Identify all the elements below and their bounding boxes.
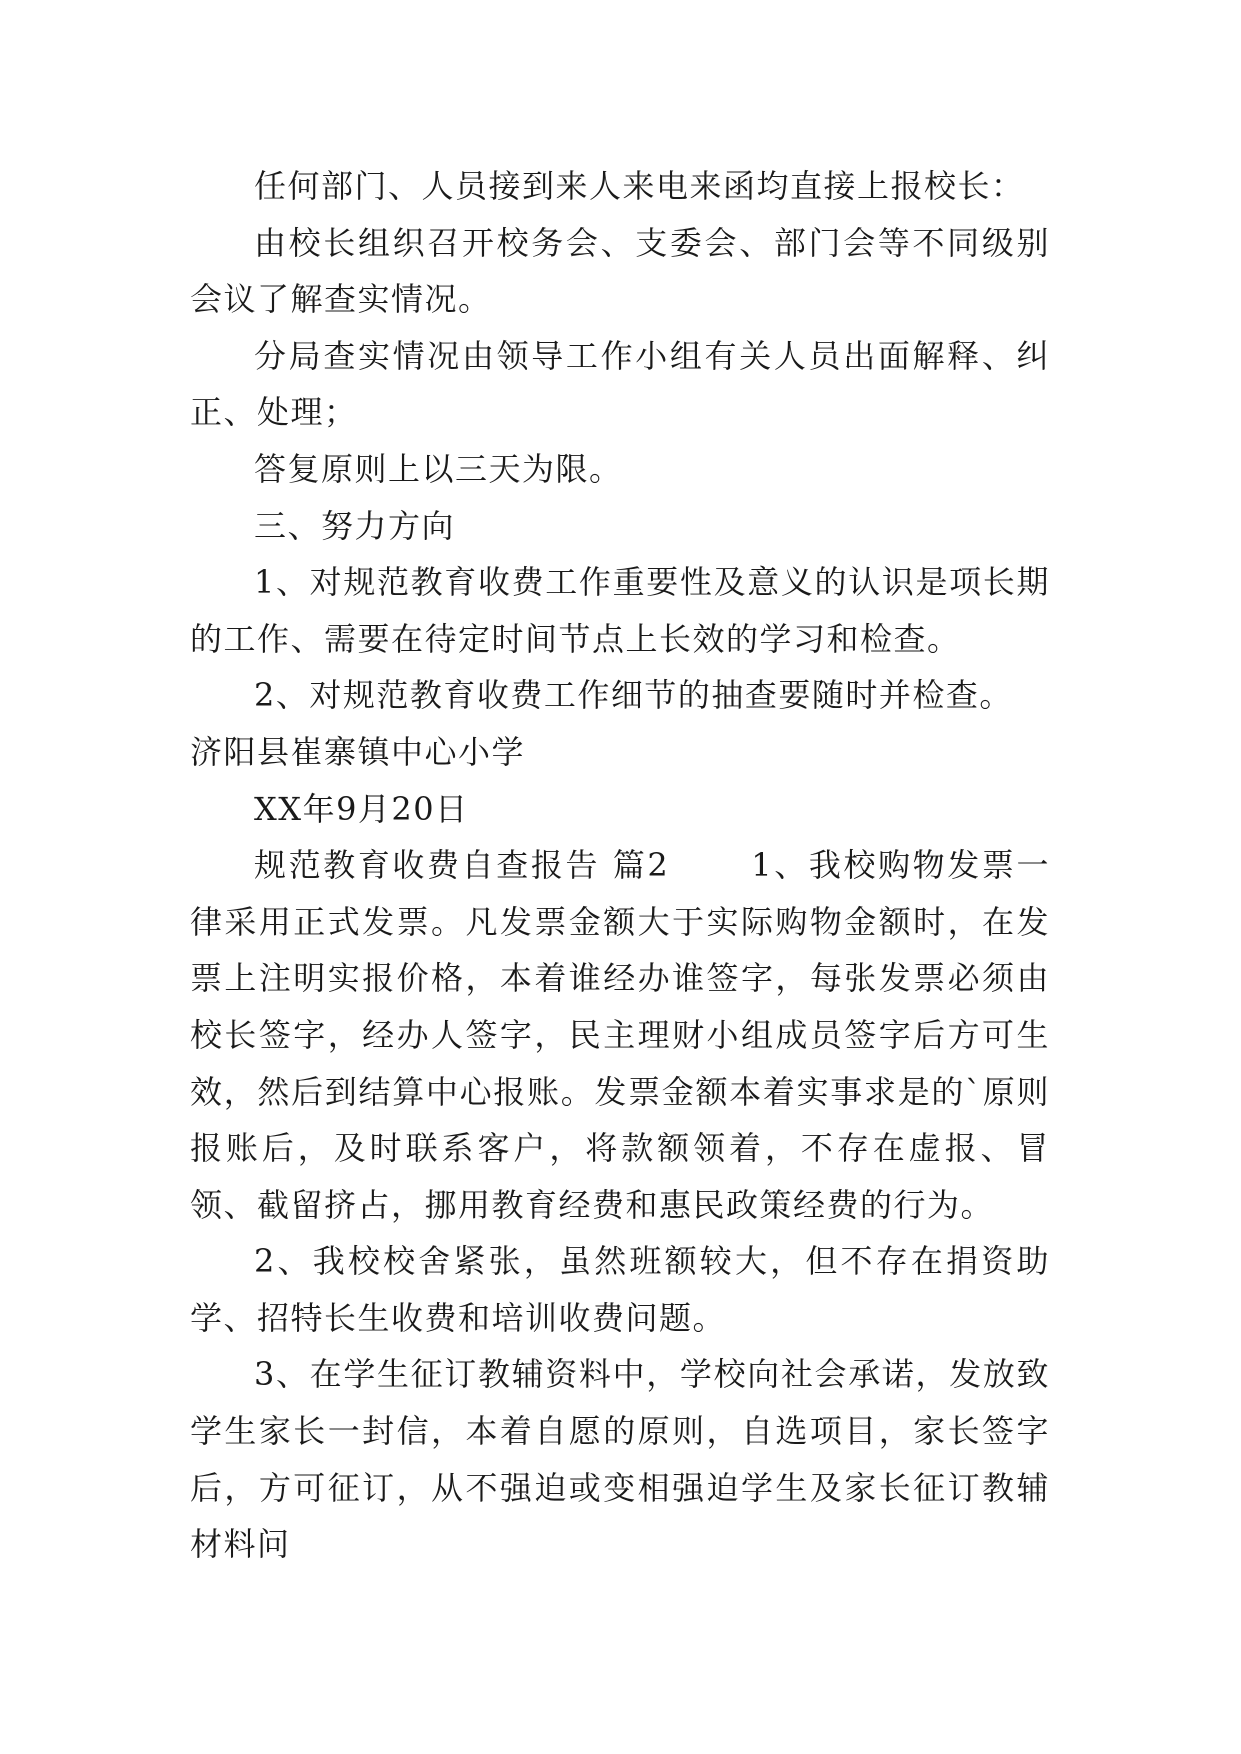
paragraph-explanation: 分局查实情况由领导工作小组有关人员出面解释、纠正、处理； bbox=[190, 336, 1050, 432]
paragraph-report-channel: 任何部门、人员接到来人来电来函均直接上报校长： bbox=[254, 167, 1025, 205]
paragraph-report2-item3: 3、在学生征订教辅资料中，学校向社会承诺，发放致学生家长一封信，本着自愿的原则，自选项目，家长签字后，方可征订，从不强迫或变相强迫学生及家长征订教辅材料问 bbox=[190, 1355, 1050, 1564]
paragraph-meeting: 由校长组织召开校务会、支委会、部门会等不同级别会议了解查实情况。 bbox=[190, 223, 1050, 319]
paragraph-direction-1: 1、对规范教育收费工作重要性及意义的认识是项长期的工作、需要在待定时间节点上长效的学习和检查。 bbox=[190, 563, 1050, 658]
section-heading-direction: 三、努力方向 bbox=[254, 506, 456, 545]
paragraph-report2-item1: 规范教育收费自查报告 篇2 1、我校购物发票一律采用正式发票。凡发票金额大于实际购物金额时，在发票上注明实报价格，本着谁经办谁签字，每张发票必须由校长签字，经办人签字，民主理财小组成员签字后方可生效，然后到结算中心报账。发票金额本着实事求是的`原则报账后，及时联系客户，将款额领着，不存在虚报、冒领、截留挤占，挪用教育经费和惠民政策经费的行为。 bbox=[190, 846, 1050, 1224]
paragraph-direction-2: 2、对规范教育收费工作细节的抽查要随时并检查。 bbox=[254, 676, 1013, 715]
signature-school: 济阳县崔寨镇中心小学 bbox=[190, 732, 526, 771]
paragraph-report2-item2: 2、我校校舍紧张，虽然班额较大，但不存在捐资助学、招特长生收费和培训收费问题。 bbox=[190, 1242, 1050, 1337]
document-body bbox=[190, 158, 1050, 1573]
signature-date: XX年9月20日 bbox=[254, 789, 469, 828]
paragraph-reply-limit: 答复原则上以三天为限。 bbox=[254, 449, 623, 488]
